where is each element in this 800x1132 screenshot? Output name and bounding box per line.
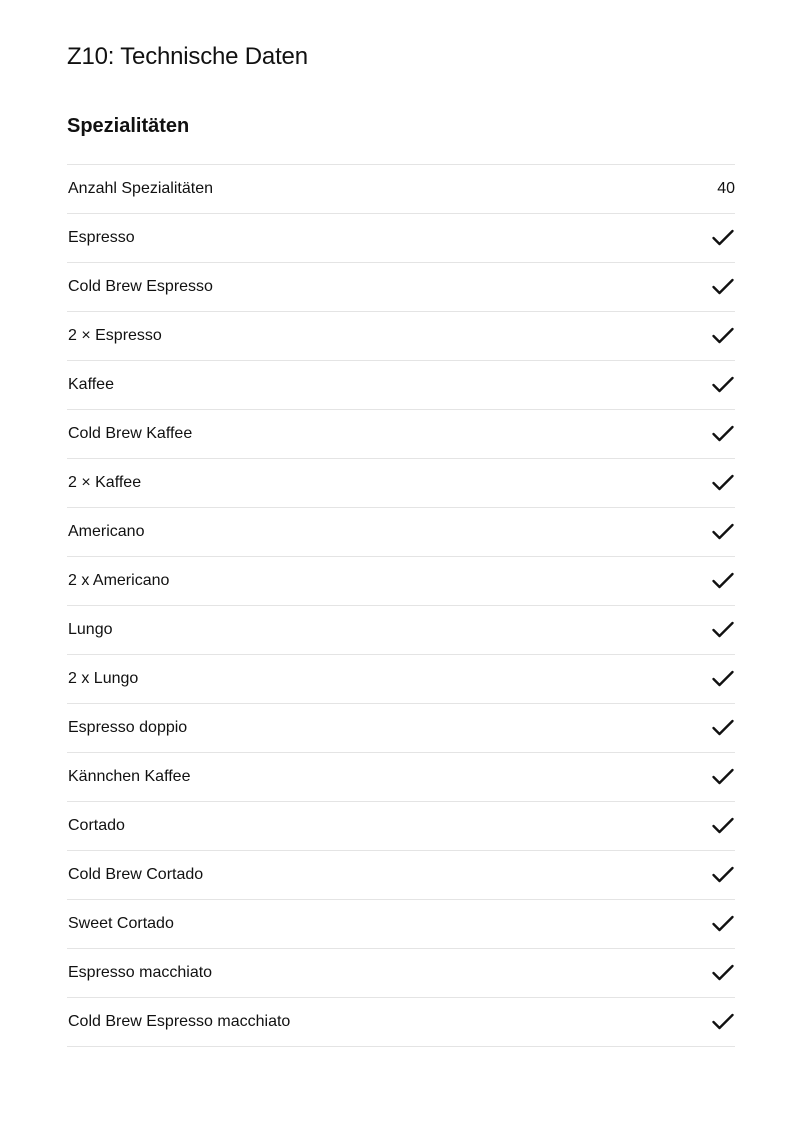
specialty-label: Cold Brew Espresso — [67, 263, 655, 312]
specialty-availability — [655, 900, 735, 949]
table-row — [67, 802, 735, 851]
specialty-label: Lungo — [67, 606, 655, 655]
specialty-label: Cold Brew Kaffee — [67, 410, 655, 459]
check-icon — [711, 228, 735, 248]
spec-label: Anzahl Spezialitäten — [67, 165, 655, 214]
specialty-availability — [655, 606, 735, 655]
check-icon — [711, 865, 735, 885]
specialty-availability — [655, 949, 735, 998]
specialty-availability — [655, 312, 735, 361]
table-row — [67, 900, 735, 949]
check-icon — [711, 277, 735, 297]
check-icon — [711, 522, 735, 542]
check-icon — [711, 963, 735, 983]
specialty-label: 2 × Espresso — [67, 312, 655, 361]
page-title: Z10: Technische Daten — [67, 43, 308, 70]
specialty-count-value: 40 — [655, 165, 735, 214]
table-row — [67, 606, 735, 655]
specialty-label: 2 x Lungo — [67, 655, 655, 704]
check-icon — [711, 571, 735, 591]
specialty-label: Espresso — [67, 214, 655, 263]
specialty-label: Americano — [67, 508, 655, 557]
section-title: Spezialitäten — [67, 115, 190, 137]
table-row — [67, 557, 735, 606]
specialty-label: Espresso doppio — [67, 704, 655, 753]
table-row — [67, 214, 735, 263]
table-row — [67, 361, 735, 410]
table-row — [67, 410, 735, 459]
check-icon — [711, 816, 735, 836]
specialty-label: 2 × Kaffee — [67, 459, 655, 508]
specialty-label: Cortado — [67, 802, 655, 851]
check-icon — [711, 1012, 735, 1032]
check-icon — [711, 767, 735, 787]
specialty-availability — [655, 459, 735, 508]
table-row — [67, 753, 735, 802]
specialty-availability — [655, 508, 735, 557]
table-row — [67, 312, 735, 361]
specialty-label: Cold Brew Espresso macchiato — [67, 998, 655, 1047]
check-icon — [711, 326, 735, 346]
specialty-availability — [655, 998, 735, 1047]
table-row — [67, 998, 735, 1047]
check-icon — [711, 375, 735, 395]
specialty-availability — [655, 214, 735, 263]
specialty-availability — [655, 802, 735, 851]
table-row — [67, 263, 735, 312]
specialty-label: Kaffee — [67, 361, 655, 410]
table-row-count — [67, 165, 735, 214]
table-row — [67, 459, 735, 508]
specialty-availability — [655, 361, 735, 410]
specialty-label: Espresso macchiato — [67, 949, 655, 998]
specialty-label: Kännchen Kaffee — [67, 753, 655, 802]
table-row — [67, 704, 735, 753]
table-row — [67, 508, 735, 557]
specialty-label: Cold Brew Cortado — [67, 851, 655, 900]
specialty-availability — [655, 655, 735, 704]
specialty-availability — [655, 851, 735, 900]
specialty-label: Sweet Cortado — [67, 900, 655, 949]
check-icon — [711, 718, 735, 738]
specialty-availability — [655, 263, 735, 312]
specialty-availability — [655, 753, 735, 802]
table-row — [67, 655, 735, 704]
table-row — [67, 949, 735, 998]
table-row — [67, 851, 735, 900]
check-icon — [711, 620, 735, 640]
check-icon — [711, 424, 735, 444]
specialty-availability — [655, 704, 735, 753]
check-icon — [711, 669, 735, 689]
check-icon — [711, 914, 735, 934]
specialty-availability — [655, 557, 735, 606]
specialty-availability — [655, 410, 735, 459]
specialty-label: 2 x Americano — [67, 557, 655, 606]
specialties-table — [67, 164, 735, 1047]
check-icon — [711, 473, 735, 493]
